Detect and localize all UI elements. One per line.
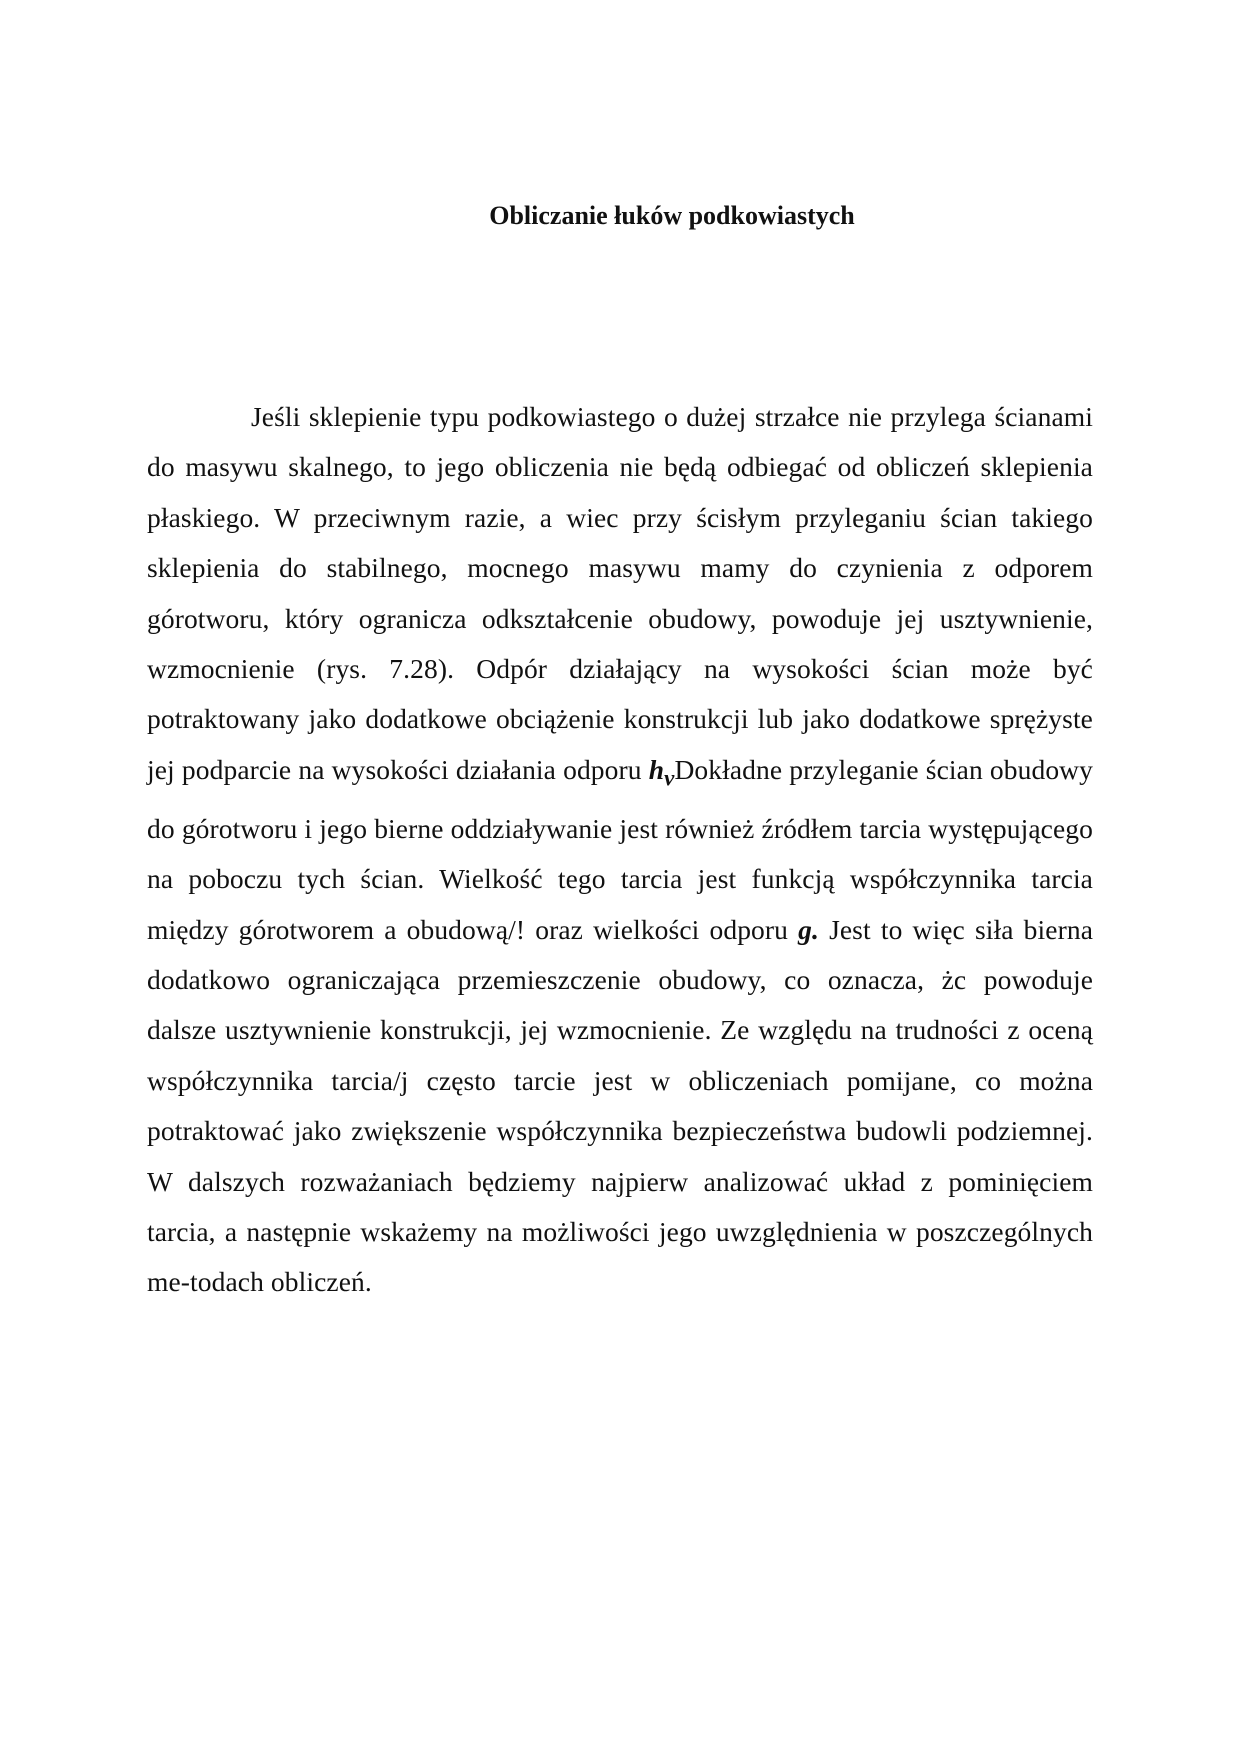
body-paragraph [147, 392, 1093, 1308]
symbol-h [648, 753, 675, 791]
document-title: Obliczanie łuków podkowiastych [489, 201, 855, 230]
symbol-g: g. [798, 913, 819, 945]
paragraph-text-part-3: Jest to więc siła bierna dodatkowo ograniczająca przemieszczenie obudowy, co oznacza, żc powoduje dalsze usztywnienie konstrukcji, jej wzmocnienie. Ze względu na trudności z oceną współczynnika tarcia/j często tarcie jest w obliczeniach pomijane, co można potraktować jako zwiększenie współczynnika bezpieczeństwa budowli podziemnej. W dalszych rozważaniach będziemy najpierw analizować układ z pominięciem tarcia, a następnie wskażemy na możliwości jego uwzględnienia w poszczególnych me-todach obliczeń. [147, 913, 1093, 1298]
paragraph-text-part-2: Dokładne przyleganie ścian obudowy do górotworu i jego bierne oddziaływanie jest również źródłem tarcia występującego na poboczu tych ścian. Wielkość tego tarcia jest funkcją współczynnika tarcia między górotworem a obudową/! oraz wielkości odporu [147, 753, 1093, 945]
symbol-h-letter: h [648, 753, 665, 785]
paragraph-text-part-1: Jeśli sklepienie typu podkowiastego o dużej strzałce nie przylega ścianami do masywu skalnego, to jego obliczenia nie będą odbiegać od obliczeń sklepienia płaskiego. W przeciwnym razie, a wiec przy ścisłym przyleganiu ścian takiego sklepienia do stabilnego, mocnego masywu mamy do czynienia z odporem górotworu, który ogranicza odkształcenie obudowy, powoduje jej usztywnienie, wzmocnienie (rys. 7.28). Odpór działający na wysokości ścian może być potraktowany jako dodatkowe obciążenie konstrukcji lub jako dodatkowe sprężyste jej podparcie na wysokości działania odporu [147, 401, 1093, 785]
symbol-h-subscript: v [664, 765, 675, 791]
